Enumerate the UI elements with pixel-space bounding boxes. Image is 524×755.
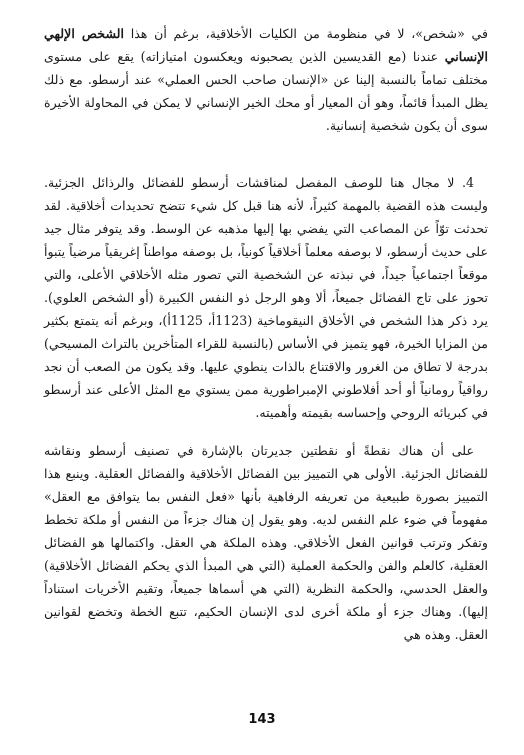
paragraph-intro-part-2: عندنا (مع القديسين الذين يصحبونه ويعكسون امتيازاته) يقع على مستوى مختلف تماماً بالنسبة إلينا عن «الإنسان صاحب الحس العملي» عند أرسطو. مع ذلك يظل المبدأ قائماً، وهو أن المعيار أو محك الخير الإنساني لا يمكن في المحاولة الأخيرة سوى أن يكون شخصية إنسانية. (44, 49, 488, 134)
paragraph-virtues (44, 439, 488, 646)
page-number: 143 (248, 712, 276, 727)
paragraph-intro (44, 22, 488, 137)
paragraph-section-4-text: 4. لا مجال هنا للوصف المفصل لمناقشات أرسطو للفضائل والرذائل الجزئية. وليست هذه القضية بالمهمة كثيراً، لأنه هنا قبل كل شيء تتضح تحديدات أخلاقية. لقد تحدثت توّاً عن المصاعب التي يفضي بها إليها مذهبه عن الوسط. وقد يتوفر مثال جيد على حديث أرسطو، لا بوصفه معلماً أخلاقياً كونياً، بل بوصفه مواطناً إغريقياً مرضياً يتبوأ موقعاً اجتماعياً جيداً، في نبذته عن الشخصية التي تصور مثله الأخلاقي الأعلى، والتي تحوز على تاج الفضائل جميعاً، ألا وهو الرجل ذو النفس الكبيرة (أو الشخص العلوي). يرد ذكر هذا الشخص في الأخلاق النيقوماخية (1123أ، 1125أ)، وبرغم أنه يتمتع بكثير من المزايا الخيرة، فهو يتميز في الأساس (بالنسبة للقراء المتأخرين بالتراث المسيحي) بدرجة لا تطاق من الغرور والاقتناع بالذات ينطوي عليها. وقد يكون من الصعب أن نجد رواقياً رومانياً أو أحد أفلاطوني الإمبراطورية ممن يستوي مع المثل الأعلى عند أرسطو في كبريائه الروحي وإحساسه بقيمته وأهميته. (44, 175, 488, 421)
bold-phrase-divine-human-person: الشخص الإلهي الإنساني (44, 26, 488, 65)
paragraph-intro-part-1: في «شخص»، لا في منظومة من الكليات الأخلاقية، برغم أن هذا (124, 26, 488, 41)
paragraph-virtues-text: على أن هناك نقطةً أو نقطتين جديرتان بالإشارة في تصنيف أرسطو ونقاشه للفضائل الجزئية. الأولى هي التمييز بين الفضائل الأخلاقية والفضائل العقلية. وينبع هذا التمييز بصورة طبيعية من تعريفه الرفاهية بأنها «فعل النفس بما يتوافق مع العقل» مفهوماً في ضوء علم النفس لديه. وهو يقول إن هناك جزءاً من النفس أو ملكة تخطط وتفكر وترتب قوانين الفعل الأخلاقي. وهذه الملكة هي العقل. واكتمالها هو الفضائل العقلية، كالعلم والفن والحكمة العملية (التي هي المبدأ الذي يحكم الفضائل الأخلاقية) والعقل الحدسي، والحكمة النظرية (التي هي أسماها جميعاً، وتقيم الأخريات استناداً إليها). وهناك جزء أو ملكة أخرى لدى الإنسان الحكيم، تتبع الخطة وتخضع لقوانين العقل. وهذه هي (44, 443, 488, 643)
paragraph-section-4 (44, 171, 488, 425)
